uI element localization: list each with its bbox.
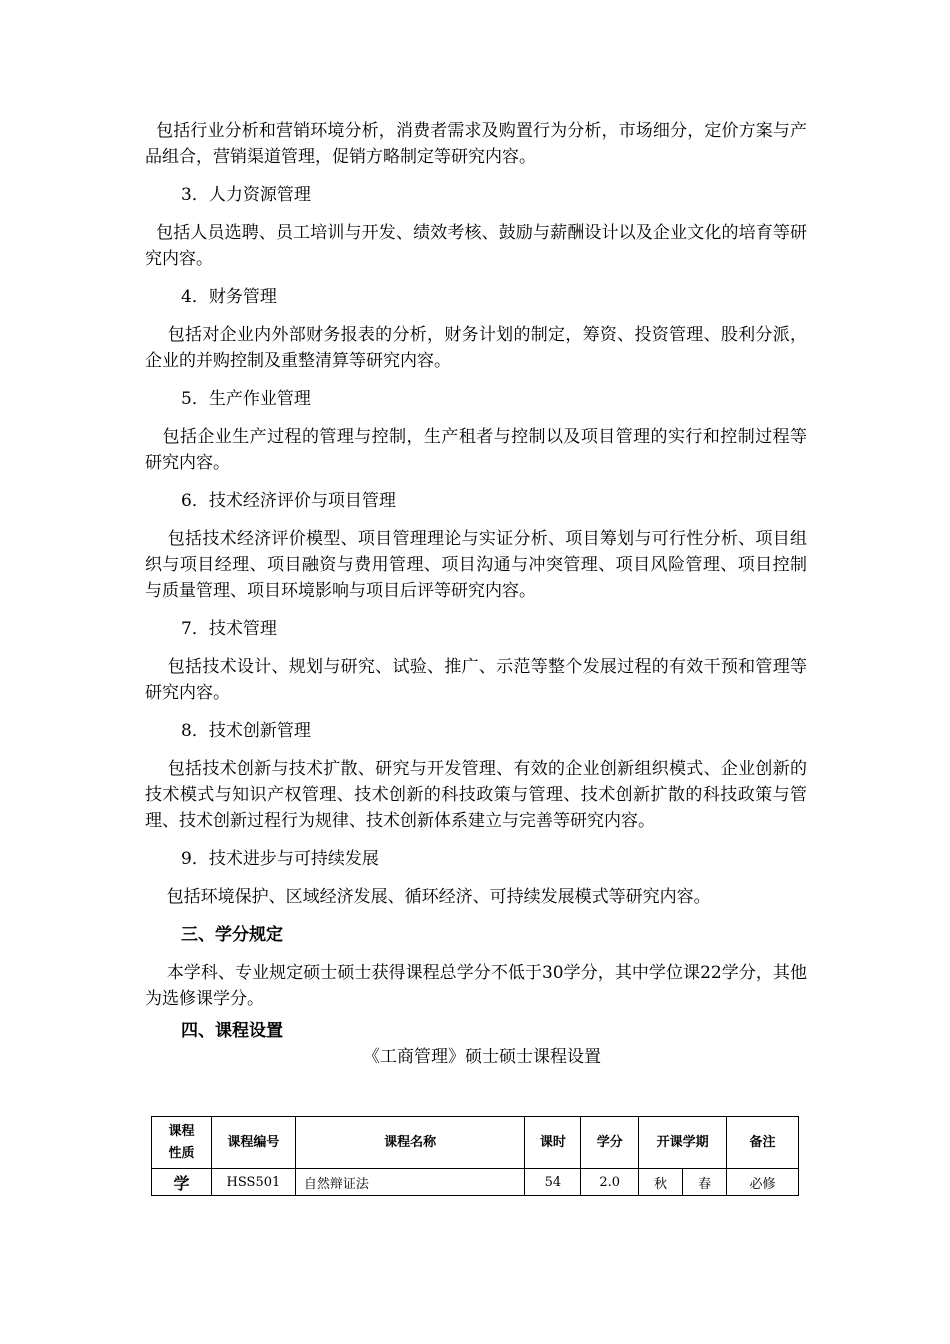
course-table [151,1116,799,1196]
heading-sustainability: 9．技术进步与可持续发展 [181,849,379,869]
cell-code: HSS501 [211,1169,295,1196]
header-nature: 课程性质 [152,1117,212,1169]
header-term: 开课学期 [639,1117,727,1169]
section-courses-heading: 四、课程设置 [181,1021,283,1041]
header-name: 课程名称 [295,1117,525,1169]
cell-term-spring: 春 [683,1169,727,1196]
table-header-row [152,1117,799,1169]
header-note: 备注 [727,1117,799,1169]
section-credits-heading: 三、学分规定 [181,925,283,945]
header-code: 课程编号 [211,1117,295,1169]
header-hours: 课时 [525,1117,581,1169]
heading-tech-management: 7．技术管理 [181,619,277,639]
paragraph-innovation: 包括技术创新与技术扩散、研究与开发管理、有效的企业创新组织模式、企业创新的技术模式与知识产权管理、技术创新的科技政策与管理、技术创新扩散的科技政策与管理、技术创新过程行为规律、技术创新体系建立与完善等研究内容。 [145,759,808,831]
paragraph-sustainability: 包括环境保护、区域经济发展、循环经济、可持续发展模式等研究内容。 [145,887,711,907]
cell-note: 必修 [727,1169,799,1196]
paragraph-production: 包括企业生产过程的管理与控制，生产租者与控制以及项目管理的实行和控制过程等研究内容。 [145,427,808,473]
cell-nature: 学 [152,1169,212,1196]
paragraph-tech-management: 包括技术设计、规划与研究、试验、推广、示范等整个发展过程的有效干预和管理等研究内容。 [145,657,808,703]
cell-credit: 2.0 [581,1169,639,1196]
heading-innovation: 8．技术创新管理 [181,721,311,741]
paragraph-finance: 包括对企业内外部财务报表的分析，财务计划的制定，筹资、投资管理、股利分派，企业的并购控制及重整清算等研究内容。 [145,325,808,371]
cell-name: 自然辩证法 [295,1169,525,1196]
cell-term-autumn: 秋 [639,1169,683,1196]
paragraph-hr: 包括人员选聘、员工培训与开发、绩效考核、鼓励与薪酬设计以及企业文化的培育等研究内容。 [145,223,807,269]
paragraph-marketing: 包括行业分析和营销环境分析，消费者需求及购置行为分析，市场细分，定价方案与产品组合，营销渠道管理，促销方略制定等研究内容。 [145,121,807,167]
heading-hr-management: 3．人力资源管理 [181,185,311,205]
heading-tech-economics: 6．技术经济评价与项目管理 [181,491,396,511]
heading-finance: 4．财务管理 [181,287,277,307]
document-body [145,118,807,1070]
paragraph-credits: 本学科、专业规定硕士硕士获得课程总学分不低于30学分，其中学位课22学分，其他为选修课学分。 [145,963,807,1009]
table-caption: 《工商管理》硕士硕士课程设置 [363,1047,601,1067]
header-credit: 学分 [581,1117,639,1169]
paragraph-tech-economics: 包括技术经济评价模型、项目管理理论与实证分析、项目筹划与可行性分析、项目组织与项目经理、项目融资与费用管理、项目沟通与冲突管理、项目风险管理、项目控制与质量管理、项目环境影响与项目后评等研究内容。 [145,529,808,601]
cell-hours: 54 [525,1169,581,1196]
heading-production: 5．生产作业管理 [181,389,311,409]
table-row [152,1169,799,1196]
